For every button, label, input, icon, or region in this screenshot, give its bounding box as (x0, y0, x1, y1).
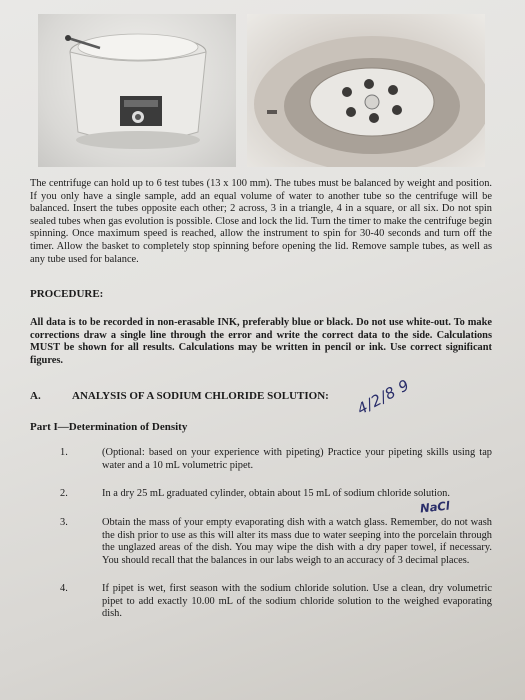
centrifuge-photo-illustration (38, 14, 236, 167)
step-text: Obtain the mass of your empty evaporating dish with a watch glass. Remember, do not wash the dish prior to use as this will alter its mass due to water seeping into the porcelain through the unglazed areas of the dish. You may wipe the dish with a dry paper towel, if necessary. You should recall that the balances in our labs weigh to an accuracy of 3 decimal places. (102, 516, 492, 566)
step-number: 2. (60, 488, 68, 500)
section-title: ANALYSIS OF A SODIUM CHLORIDE SOLUTION: (72, 389, 329, 402)
step-text: (Optional: based on your experience with pipeting) Practice your pipeting skills using tap water and a 10 mL volumetric pipet. (102, 447, 492, 471)
part-heading: Part I—Determination of Density (30, 420, 188, 433)
procedure-note: All data is to be recorded in non-erasable INK, preferably blue or black. Do not use white-out. To make corrections draw a single line through the error and write the correct data to the side. Calculations MUST be shown for all results. Calculations may be written in pencil or ink. Use correct significant figures. (30, 316, 492, 367)
section-letter: A. (30, 389, 41, 402)
step-number: 3. (60, 516, 68, 528)
step-text: If pipet is wet, first season with the sodium chloride solution. Use a clean, dry volumetric pipet to add exactly 10.00 mL of the sodium chloride solution to the weighed evaporating dish. (102, 583, 492, 620)
procedure-heading: PROCEDURE: (30, 288, 104, 301)
centrifuge-instructions: The centrifuge can hold up to 6 test tubes (13 x 100 mm). The tubes must be balanced by weight and position. If you only have a single sample, add an equal volume of water to another tube so the centrifuge will be balanced. Insert the tubes opposite each other; 2 across, 3 in a triangle, 4 in a square, or all six. Do not spin sealed tubes when gas evolution is possible. Close and lock the lid. Turn the timer to make the centrifuge begin spinning. Once maximum speed is reached, allow the instrument to spin for 30-40 seconds and turn off the timer. Allow the basket to completely stop spinning before opening the lid. Remove sample tubes, as well as any tube used for balance. (30, 178, 493, 265)
step-number: 4. (60, 583, 68, 595)
procedure-step (30, 583, 492, 621)
handwritten-note-nacl: NaCl (419, 498, 451, 516)
centrifuge-rotor-photo (247, 14, 485, 167)
section-heading (30, 390, 492, 403)
procedure-step (30, 447, 492, 472)
handwritten-note-date: 4/2/8 9 (354, 375, 413, 419)
procedure-step (30, 488, 492, 501)
centrifuge-photo (38, 14, 236, 167)
step-text: In a dry 25 mL graduated cylinder, obtain about 15 mL of sodium chloride solution. (102, 488, 450, 500)
step-number: 1. (60, 447, 68, 459)
rotor-photo-illustration (247, 14, 485, 167)
document-body (30, 178, 492, 621)
procedure-step (30, 517, 492, 567)
